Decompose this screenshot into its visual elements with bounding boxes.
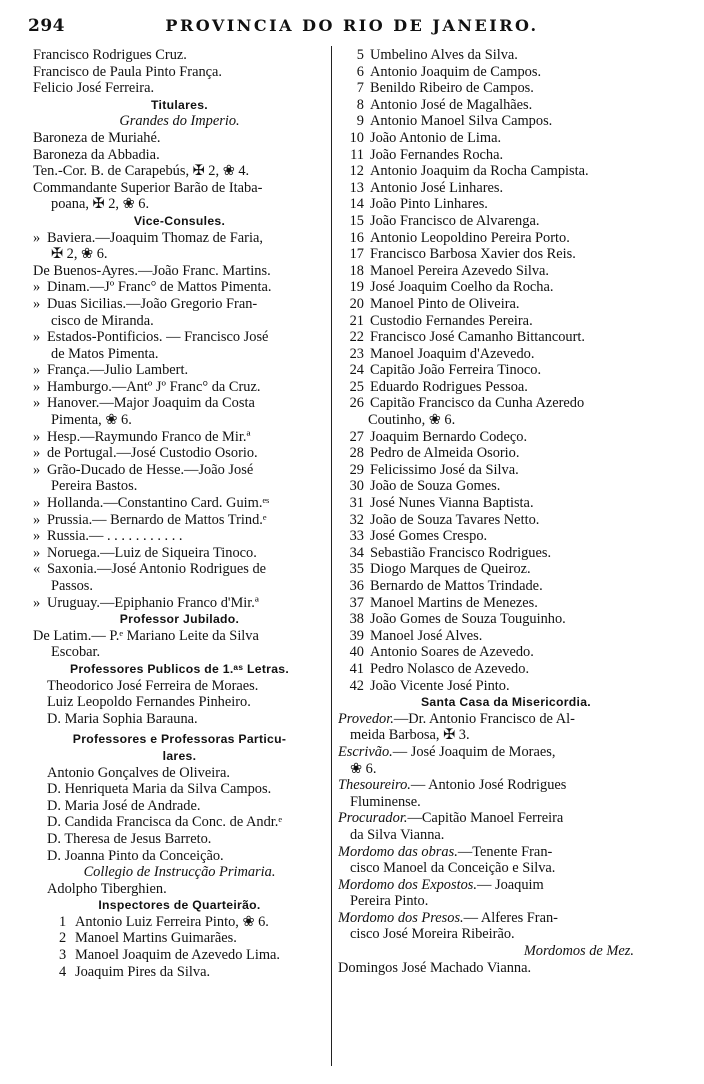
numbered-entry — [338, 263, 674, 280]
office-label: Thesoureiro. — [338, 777, 411, 794]
entry: Hesp.—Raymundo Franco de Mir.ª — [47, 428, 251, 445]
entry-continuation: cisco José Moreira Ribeirão. — [350, 926, 515, 943]
numbered-entry — [338, 113, 674, 130]
numbered-entry — [338, 478, 674, 495]
entry: Francisco Rodrigues Cruz. — [33, 47, 187, 63]
ditto-mark: » — [33, 279, 41, 296]
entry-number: 31 — [349, 495, 364, 512]
numbered-entry — [338, 362, 674, 379]
section-heading-professor-jubilado: Professor Jubilado. — [119, 612, 240, 627]
office-holder: — Antonio José Rodrigues — [410, 777, 567, 794]
entry-number: 27 — [349, 428, 364, 445]
entry: Hamburgo.—Antº Jº Franc° da Cruz. — [47, 378, 261, 395]
entry-name: João Fernandes Rocha. — [370, 146, 504, 163]
entry-number: 16 — [349, 229, 364, 246]
entry-name: José Gomes Crespo. — [370, 528, 488, 545]
ditto-mark: » — [33, 495, 41, 512]
numbered-entry — [338, 279, 674, 296]
entry-name: Felicissimo José da Silva. — [370, 461, 519, 478]
entry-number: 18 — [349, 262, 364, 279]
office-holder: —Capitão Manoel Ferreira — [407, 810, 564, 827]
numbered-entry — [338, 163, 674, 180]
entry: D. Theresa de Jesus Barreto. — [47, 830, 212, 847]
entry-name: Bernardo de Mattos Trindade. — [370, 578, 543, 594]
entry-name: Joaquim Bernardo Codeço. — [370, 428, 528, 445]
inspector-list-part-2 — [338, 429, 674, 695]
entry-number: 12 — [349, 163, 364, 180]
entry: Russia.— . . . . . . . . . . . — [47, 528, 183, 545]
entry-number: 40 — [349, 644, 364, 661]
entry-name: Sebastião Francisco Rodrigues. — [370, 544, 552, 561]
entry: Prussia.— Bernardo de Mattos Trind.ᵉ — [47, 511, 267, 528]
entry-name: José Joaquim Coelho da Rocha. — [370, 279, 554, 296]
office-label: Escrivão. — [338, 743, 393, 760]
numbered-entry — [338, 429, 674, 446]
entry: Uruguay.—Epiphanio Franco d'Mir.ª — [47, 594, 259, 611]
entry-number: 22 — [349, 329, 364, 346]
office-label: Mordomo dos Expostos. — [338, 876, 477, 893]
numbered-entry — [338, 395, 674, 412]
numbered-entry — [338, 180, 674, 197]
numbered-entry — [338, 611, 674, 628]
ditto-mark: » — [33, 511, 41, 528]
entry: Antonio Luiz Ferreira Pinto, ❀ 6. — [75, 913, 269, 930]
entry: Felicio José Ferreira. — [33, 80, 155, 97]
entry: Manoel Joaquim de Azevedo Lima. — [75, 947, 281, 964]
left-column — [33, 47, 326, 980]
entry-name: José Nunes Vianna Baptista. — [370, 495, 534, 512]
subheading-collegio: Collegio de Instrucção Primaria. — [83, 864, 276, 881]
entry-name: Custodio Fernandes Pereira. — [370, 312, 533, 329]
office-holder: —Dr. Antonio Francisco de Al- — [393, 710, 575, 727]
ditto-mark: » — [33, 229, 41, 246]
entry: De Buenos-Ayres.—João Franc. Martins. — [33, 262, 271, 279]
ditto-mark: » — [33, 461, 41, 478]
entry-name: Francisco José Camanho Bittancourt. — [370, 329, 586, 346]
office-holder: — José Joaquim de Moraes, — [392, 743, 556, 760]
ditto-mark: « — [33, 561, 41, 578]
ditto-mark: » — [33, 528, 41, 545]
entry-name: Antonio Leopoldino Pereira Porto. — [370, 229, 570, 246]
subheading-mordomos-de-mez: Mordomos de Mez. — [523, 943, 634, 960]
office-label: Procurador. — [338, 810, 408, 827]
entry: Hanover.—Major Joaquim da Costa — [47, 395, 255, 412]
numbered-entry — [338, 97, 674, 114]
right-column — [338, 47, 674, 976]
entry-number: 38 — [349, 611, 364, 628]
entry-name: Manoel Pinto de Oliveira. — [370, 295, 520, 312]
entry: Adolpho Tiberghien. — [47, 880, 167, 897]
entry-name: João Pinto Linhares. — [370, 196, 488, 213]
entry-name: Antonio José de Magalhães. — [370, 96, 533, 113]
inspector-list-part-1 — [338, 47, 674, 412]
entry-number: 2 — [59, 930, 67, 947]
numbered-entry — [338, 64, 674, 81]
entry-number: 35 — [349, 561, 364, 578]
entry-name: Umbelino Alves da Silva. — [370, 47, 518, 63]
entry-name: Pedro Nolasco de Azevedo. — [370, 660, 530, 677]
section-heading-professores-particulares-cont: lares. — [162, 748, 197, 763]
entry-number: 5 — [356, 47, 364, 63]
office-holder: —Tenente Fran- — [457, 843, 553, 860]
entry-name: Manoel José Alves. — [370, 627, 483, 644]
entry-number: 29 — [349, 461, 364, 478]
entry: Baviera.—Joaquim Thomaz de Faria, — [47, 229, 263, 246]
entry-number: 23 — [349, 345, 364, 362]
entry: D. Candida Francisca da Conc. de Andr.ᵉ — [47, 814, 283, 831]
entry-continuation: Fluminense. — [350, 793, 421, 810]
numbered-entry — [338, 495, 674, 512]
numbered-entry — [338, 578, 674, 595]
entry-continuation: ✠ 2, ❀ 6. — [51, 246, 108, 263]
office-label: Mordomo dos Presos. — [338, 909, 464, 926]
numbered-entry — [338, 147, 674, 164]
numbered-entry — [338, 661, 674, 678]
entry: Hollanda.—Constantino Card. Guim.ᵉˢ — [47, 495, 270, 512]
entry: Antonio Gonçalves de Oliveira. — [47, 764, 231, 781]
entry: Duas Sicilias.—João Gregorio Fran- — [47, 295, 258, 312]
entry-number: 9 — [356, 113, 364, 130]
numbered-entry — [338, 628, 674, 645]
numbered-entry — [338, 329, 674, 346]
ditto-mark: » — [33, 594, 41, 611]
section-heading-professores-particulares: Professores e Professoras Particu- — [72, 732, 287, 747]
entry-continuation: de Matos Pimenta. — [51, 345, 159, 362]
entry-number: 26 — [349, 395, 364, 412]
entry-number: 39 — [349, 627, 364, 644]
entry-number: 33 — [349, 528, 364, 545]
entry-number: 8 — [356, 96, 364, 113]
entry-continuation: Coutinho, ❀ 6. — [368, 412, 456, 429]
entry-number: 34 — [349, 544, 364, 561]
entry-number: 32 — [349, 511, 364, 528]
office-holder: — Alferes Fran- — [463, 909, 558, 926]
ditto-mark: » — [33, 362, 41, 379]
entry: Commandante Superior Barão de Itaba- — [33, 179, 263, 196]
entry: Baroneza da Abbadia. — [33, 146, 160, 163]
section-heading-santa-casa: Santa Casa da Misericordia. — [421, 695, 591, 710]
numbered-entry — [338, 296, 674, 313]
entry-name: Manoel Joaquim d'Azevedo. — [370, 345, 535, 362]
entry-continuation: poana, ✠ 2, ❀ 6. — [51, 196, 150, 213]
entry-name: Benildo Ribeiro de Campos. — [370, 80, 534, 97]
entry-number: 21 — [349, 312, 364, 329]
numbered-entry — [338, 196, 674, 213]
entry-number: 30 — [349, 478, 364, 495]
ditto-mark: » — [33, 329, 41, 346]
entry-number: 10 — [349, 129, 364, 146]
entry-name: Manoel Martins de Menezes. — [370, 594, 538, 611]
entry-continuation: meida Barbosa, ✠ 3. — [350, 727, 470, 744]
entry-number: 15 — [349, 212, 364, 229]
entry-name: Capitão Francisco da Cunha Azeredo — [370, 395, 585, 412]
entry-continuation: cisco de Miranda. — [51, 312, 154, 329]
entry-name: Antonio Soares de Azevedo. — [370, 644, 534, 661]
entry-number: 37 — [349, 594, 364, 611]
entry-name: João Vicente José Pinto. — [370, 677, 510, 694]
entry-continuation: Pereira Bastos. — [51, 478, 138, 495]
entry-number: 36 — [349, 578, 364, 594]
entry: Manoel Martins Guimarães. — [75, 930, 237, 947]
subheading-grandes-do-imperio: Grandes do Imperio. — [119, 113, 240, 130]
numbered-entry — [338, 230, 674, 247]
numbered-entry — [338, 678, 674, 695]
entry: D. Maria José de Andrade. — [47, 797, 201, 814]
numbered-entry — [338, 595, 674, 612]
office-holder: — Joaquim — [476, 876, 544, 893]
entry-name: João Antonio de Lima. — [370, 129, 502, 146]
numbered-entry — [338, 379, 674, 396]
entry-number: 7 — [356, 80, 364, 97]
entry-number: 13 — [349, 179, 364, 196]
entry-name: Capitão João Ferreira Tinoco. — [370, 362, 542, 379]
entry: Grão-Ducado de Hesse.—João José — [47, 461, 254, 478]
ditto-mark: » — [33, 445, 41, 462]
entry-continuation: Passos. — [51, 578, 93, 594]
entry: de Portugal.—José Custodio Osorio. — [47, 445, 258, 462]
entry-name: João Gomes de Souza Touguinho. — [370, 611, 566, 628]
numbered-entry — [338, 130, 674, 147]
office-label: Provedor. — [338, 710, 394, 727]
entry-name: Antonio Manoel Silva Campos. — [370, 113, 553, 130]
entry: Saxonia.—José Antonio Rodrigues de — [47, 561, 267, 578]
entry-number: 24 — [349, 362, 364, 379]
entry-name: Diogo Marques de Queiroz. — [370, 561, 531, 578]
numbered-entry — [338, 561, 674, 578]
entry-continuation: cisco Manoel da Conceição e Silva. — [350, 860, 556, 877]
numbered-entry — [338, 346, 674, 363]
numbered-entry — [338, 512, 674, 529]
entry-number: 19 — [349, 279, 364, 296]
entry: D. Henriqueta Maria da Silva Campos. — [47, 781, 272, 798]
entry-number: 17 — [349, 246, 364, 263]
entry: De Latim.— P.ᵉ Mariano Leite da Silva — [33, 627, 259, 644]
entry: Luiz Leopoldo Fernandes Pinheiro. — [47, 694, 251, 711]
numbered-entry — [338, 528, 674, 545]
entry: França.—Julio Lambert. — [47, 362, 189, 379]
entry: Noruega.—Luiz de Siqueira Tinoco. — [47, 544, 257, 561]
entry-number: 4 — [59, 963, 67, 980]
page-header — [28, 16, 676, 40]
numbered-entry — [338, 545, 674, 562]
entry-name: Francisco Barbosa Xavier dos Reis. — [370, 246, 576, 263]
numbered-entry — [338, 213, 674, 230]
entry-name: João de Souza Gomes. — [370, 478, 501, 495]
ditto-mark: » — [33, 395, 41, 412]
entry: D. Maria Sophia Barauna. — [47, 710, 198, 727]
entry-name: Antonio Joaquim da Rocha Campista. — [370, 163, 589, 180]
section-heading-titulares: Titulares. — [151, 97, 208, 112]
entry-name: João de Souza Tavares Netto. — [370, 511, 540, 528]
entry-number: 1 — [59, 913, 67, 930]
entry-name: Manoel Pereira Azevedo Silva. — [370, 262, 550, 279]
entry-number: 41 — [349, 660, 364, 677]
numbered-entry — [338, 313, 674, 330]
entry-number: 3 — [59, 947, 67, 964]
column-divider — [331, 46, 332, 1066]
page-number: 294 — [28, 16, 65, 36]
ditto-mark: » — [33, 428, 41, 445]
entry: Ten.-Cor. B. de Carapebús, ✠ 2, ❀ 4. — [33, 163, 250, 180]
ditto-mark: » — [33, 295, 41, 312]
entry-number: 6 — [356, 63, 364, 80]
numbered-entry — [338, 246, 674, 263]
entry-continuation: Pimenta, ❀ 6. — [51, 412, 132, 429]
entry: D. Joanna Pinto da Conceição. — [47, 847, 224, 864]
entry-continuation: ❀ 6. — [350, 760, 377, 777]
entry-continuation: Pereira Pinto. — [350, 893, 429, 910]
entry-name: Antonio Joaquim de Campos. — [370, 63, 542, 80]
numbered-entry — [338, 47, 674, 64]
entry: Francisco de Paula Pinto França. — [33, 63, 223, 80]
entry-number: 14 — [349, 196, 364, 213]
entry-number: 20 — [349, 295, 364, 312]
entry: Theodorico José Ferreira de Moraes. — [47, 677, 259, 694]
numbered-entry — [338, 80, 674, 97]
entry: Dinam.—Jº Franc° de Mattos Pimenta. — [47, 279, 272, 296]
entry-number: 25 — [349, 378, 364, 395]
numbered-entry — [338, 644, 674, 661]
entry-name: Pedro de Almeida Osorio. — [370, 445, 520, 462]
numbered-entry — [338, 462, 674, 479]
entry-number: 42 — [349, 677, 364, 694]
numbered-entry — [338, 445, 674, 462]
entry-continuation: da Silva Vianna. — [350, 826, 445, 843]
entry: Estados-Pontificios. — Francisco José — [47, 329, 269, 346]
ditto-mark: » — [33, 378, 41, 395]
section-heading-inspectores: Inspectores de Quarteirão. — [98, 898, 261, 913]
entry: Joaquim Pires da Silva. — [75, 963, 211, 980]
running-title: PROVINCIA DO RIO DE JANEIRO. — [165, 16, 539, 35]
entry-number: 28 — [349, 445, 364, 462]
office-label: Mordomo das obras. — [338, 843, 458, 860]
entry-name: Antonio José Linhares. — [370, 179, 504, 196]
entry-name: João Francisco de Alvarenga. — [370, 212, 540, 229]
entry-name: Eduardo Rodrigues Pessoa. — [370, 378, 528, 395]
entry: Domingos José Machado Vianna. — [338, 959, 532, 976]
ditto-mark: » — [33, 544, 41, 561]
entry: Baroneza de Muriahé. — [33, 129, 161, 146]
section-heading-professores-publicos: Professores Publicos de 1.ᵃˢ Letras. — [69, 661, 290, 676]
entry-continuation: Escobar. — [51, 644, 101, 661]
entry-number: 11 — [350, 146, 364, 163]
section-heading-vice-consules: Vice-Consules. — [133, 213, 226, 228]
